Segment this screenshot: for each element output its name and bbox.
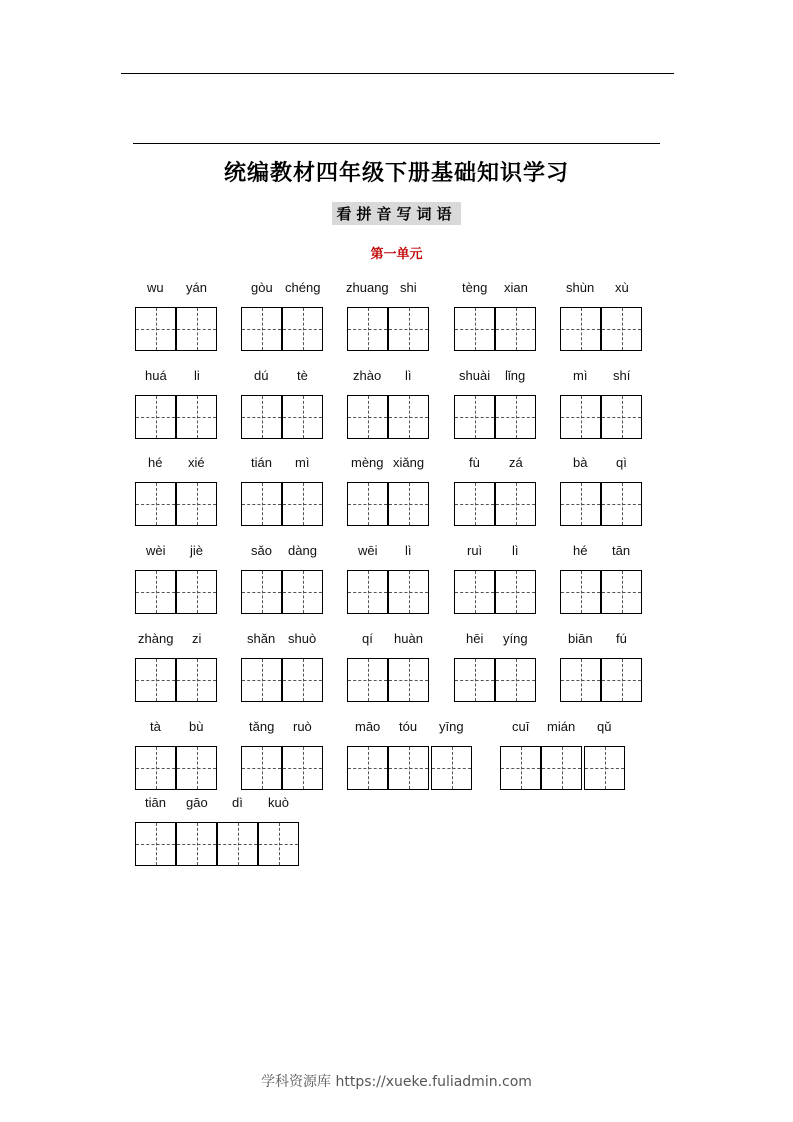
writing-grid-box[interactable]: [454, 658, 495, 702]
pinyin-syllable: mèng: [351, 455, 384, 470]
writing-grid-box[interactable]: [176, 307, 217, 351]
writing-grid-box[interactable]: [241, 482, 282, 526]
pinyin-syllable: shùn: [566, 280, 595, 295]
writing-grid-box[interactable]: [601, 570, 642, 614]
pinyin-syllable: dì: [232, 795, 243, 810]
pinyin-syllable: huàn: [394, 631, 423, 646]
pinyin-syllable: xian: [504, 280, 528, 295]
writing-grid-box[interactable]: [241, 307, 282, 351]
writing-grid-box[interactable]: [135, 822, 176, 866]
writing-grid-box[interactable]: [217, 822, 258, 866]
unit-label: 第一单元: [370, 247, 423, 262]
pinyin-syllable: qǔ: [597, 719, 612, 734]
pinyin-syllable: yán: [186, 280, 207, 295]
pinyin-syllable: tèng: [462, 280, 488, 295]
pinyin-syllable: sǎo: [251, 543, 272, 558]
pinyin-syllable: lì: [405, 368, 412, 383]
writing-grid-box[interactable]: [176, 822, 217, 866]
writing-grid-box[interactable]: [135, 570, 176, 614]
writing-grid-box[interactable]: [495, 482, 536, 526]
writing-grid-box[interactable]: [347, 746, 388, 790]
writing-grid-box[interactable]: [560, 307, 601, 351]
subtitle-wrap: [0, 202, 793, 225]
writing-grid-box[interactable]: [282, 482, 323, 526]
page-title: 统编教材四年级下册基础知识学习: [223, 161, 569, 186]
writing-grid-box[interactable]: [347, 395, 388, 439]
pinyin-syllable: tiān: [145, 795, 166, 810]
writing-grid-box[interactable]: [176, 746, 217, 790]
pinyin-syllable: qí: [362, 631, 373, 646]
writing-grid-box[interactable]: [601, 395, 642, 439]
writing-grid-box[interactable]: [388, 746, 429, 790]
pinyin-syllable: xù: [615, 280, 629, 295]
writing-grid-box[interactable]: [135, 746, 176, 790]
pinyin-syllable: wēi: [358, 543, 378, 558]
writing-grid-box[interactable]: [347, 570, 388, 614]
pinyin-syllable: tè: [297, 368, 308, 383]
writing-grid-box[interactable]: [258, 822, 299, 866]
writing-grid-box[interactable]: [241, 395, 282, 439]
writing-grid-box[interactable]: [282, 307, 323, 351]
pinyin-syllable: fù: [469, 455, 480, 470]
writing-grid-box[interactable]: [495, 307, 536, 351]
writing-grid-box[interactable]: [135, 482, 176, 526]
writing-grid-box[interactable]: [560, 570, 601, 614]
writing-grid-box[interactable]: [454, 570, 495, 614]
pinyin-syllable: tà: [150, 719, 161, 734]
pinyin-syllable: yīng: [439, 719, 464, 734]
writing-grid-box[interactable]: [135, 658, 176, 702]
writing-grid-box[interactable]: [500, 746, 541, 790]
pinyin-syllable: shi: [400, 280, 417, 295]
writing-grid-box[interactable]: [454, 307, 495, 351]
pinyin-syllable: shuò: [288, 631, 317, 646]
pinyin-syllable: mì: [295, 455, 310, 470]
pinyin-syllable: huá: [145, 368, 167, 383]
writing-grid-box[interactable]: [135, 395, 176, 439]
writing-grid-box[interactable]: [454, 482, 495, 526]
pinyin-syllable: gòu: [251, 280, 273, 295]
writing-grid-box[interactable]: [584, 746, 625, 790]
pinyin-syllable: dàng: [288, 543, 317, 558]
pinyin-syllable: li: [194, 368, 200, 383]
pinyin-syllable: ruì: [467, 543, 483, 558]
writing-grid-box[interactable]: [431, 746, 472, 790]
pinyin-syllable: dú: [254, 368, 269, 383]
writing-grid-box[interactable]: [560, 658, 601, 702]
pinyin-syllable: zi: [192, 631, 202, 646]
pinyin-syllable: hēi: [466, 631, 484, 646]
pinyin-syllable: bù: [189, 719, 204, 734]
pinyin-syllable: māo: [355, 719, 381, 734]
writing-grid-box[interactable]: [601, 307, 642, 351]
pinyin-syllable: mì: [573, 368, 588, 383]
pinyin-syllable: tǎng: [249, 719, 275, 734]
pinyin-syllable: lì: [512, 543, 519, 558]
pinyin-syllable: mián: [547, 719, 576, 734]
writing-grid-box[interactable]: [388, 395, 429, 439]
pinyin-syllable: wu: [147, 280, 164, 295]
pinyin-syllable: lǐng: [505, 368, 526, 383]
writing-grid-box[interactable]: [347, 482, 388, 526]
pinyin-syllable: shí: [613, 368, 631, 383]
pinyin-syllable: bà: [573, 455, 588, 470]
writing-grid-box[interactable]: [282, 570, 323, 614]
pinyin-syllable: tān: [612, 543, 631, 558]
writing-grid-box[interactable]: [601, 658, 642, 702]
pinyin-syllable: ruò: [293, 719, 312, 734]
pinyin-syllable: tóu: [399, 719, 418, 734]
pinyin-syllable: xié: [188, 455, 205, 470]
writing-grid-box[interactable]: [388, 570, 429, 614]
writing-grid-box[interactable]: [495, 658, 536, 702]
writing-grid-box[interactable]: [495, 570, 536, 614]
header-rule: [133, 143, 660, 144]
pinyin-syllable: yíng: [503, 631, 528, 646]
pinyin-syllable: kuò: [268, 795, 289, 810]
pinyin-syllable: zhuang: [346, 280, 389, 295]
pinyin-syllable: gāo: [186, 795, 208, 810]
writing-grid-box[interactable]: [176, 570, 217, 614]
writing-grid-box[interactable]: [388, 658, 429, 702]
writing-grid-box[interactable]: [560, 482, 601, 526]
pinyin-syllable: cuī: [512, 719, 530, 734]
writing-grid-box[interactable]: [135, 307, 176, 351]
pinyin-syllable: zá: [509, 455, 523, 470]
pinyin-syllable: zhàng: [138, 631, 174, 646]
writing-grid-box[interactable]: [388, 482, 429, 526]
pinyin-syllable: jiè: [190, 543, 204, 558]
writing-grid-box[interactable]: [388, 307, 429, 351]
writing-grid-box[interactable]: [454, 395, 495, 439]
pinyin-syllable: xiǎng: [393, 455, 425, 470]
writing-grid-box[interactable]: [241, 570, 282, 614]
pinyin-syllable: hé: [148, 455, 163, 470]
writing-grid-box[interactable]: [541, 746, 582, 790]
writing-grid-box[interactable]: [560, 395, 601, 439]
pinyin-syllable: shuài: [459, 368, 491, 383]
pinyin-syllable: chéng: [285, 280, 321, 295]
writing-grid-box[interactable]: [282, 658, 323, 702]
writing-grid-box[interactable]: [282, 746, 323, 790]
pinyin-syllable: zhào: [353, 368, 382, 383]
header-rule-top: [121, 73, 674, 74]
pinyin-syllable: fú: [616, 631, 627, 646]
writing-grid-box[interactable]: [176, 395, 217, 439]
writing-grid-box[interactable]: [176, 482, 217, 526]
section-title: 看拼音写词语: [332, 202, 460, 225]
footer-source: 学科资源库 https://xueke.fuliadmin.com: [261, 1074, 532, 1090]
pinyin-syllable: wèi: [146, 543, 166, 558]
pinyin-syllable: lì: [405, 543, 412, 558]
pinyin-syllable: shǎn: [247, 631, 276, 646]
pinyin-syllable: qì: [616, 455, 627, 470]
writing-grid-box[interactable]: [347, 307, 388, 351]
writing-grid-box[interactable]: [347, 658, 388, 702]
pinyin-syllable: biān: [568, 631, 593, 646]
writing-grid-box[interactable]: [282, 395, 323, 439]
writing-grid-box[interactable]: [241, 658, 282, 702]
writing-grid-box[interactable]: [241, 746, 282, 790]
writing-grid-box[interactable]: [176, 658, 217, 702]
writing-grid-box[interactable]: [601, 482, 642, 526]
pinyin-syllable: tián: [251, 455, 272, 470]
pinyin-syllable: hé: [573, 543, 588, 558]
writing-grid-box[interactable]: [495, 395, 536, 439]
